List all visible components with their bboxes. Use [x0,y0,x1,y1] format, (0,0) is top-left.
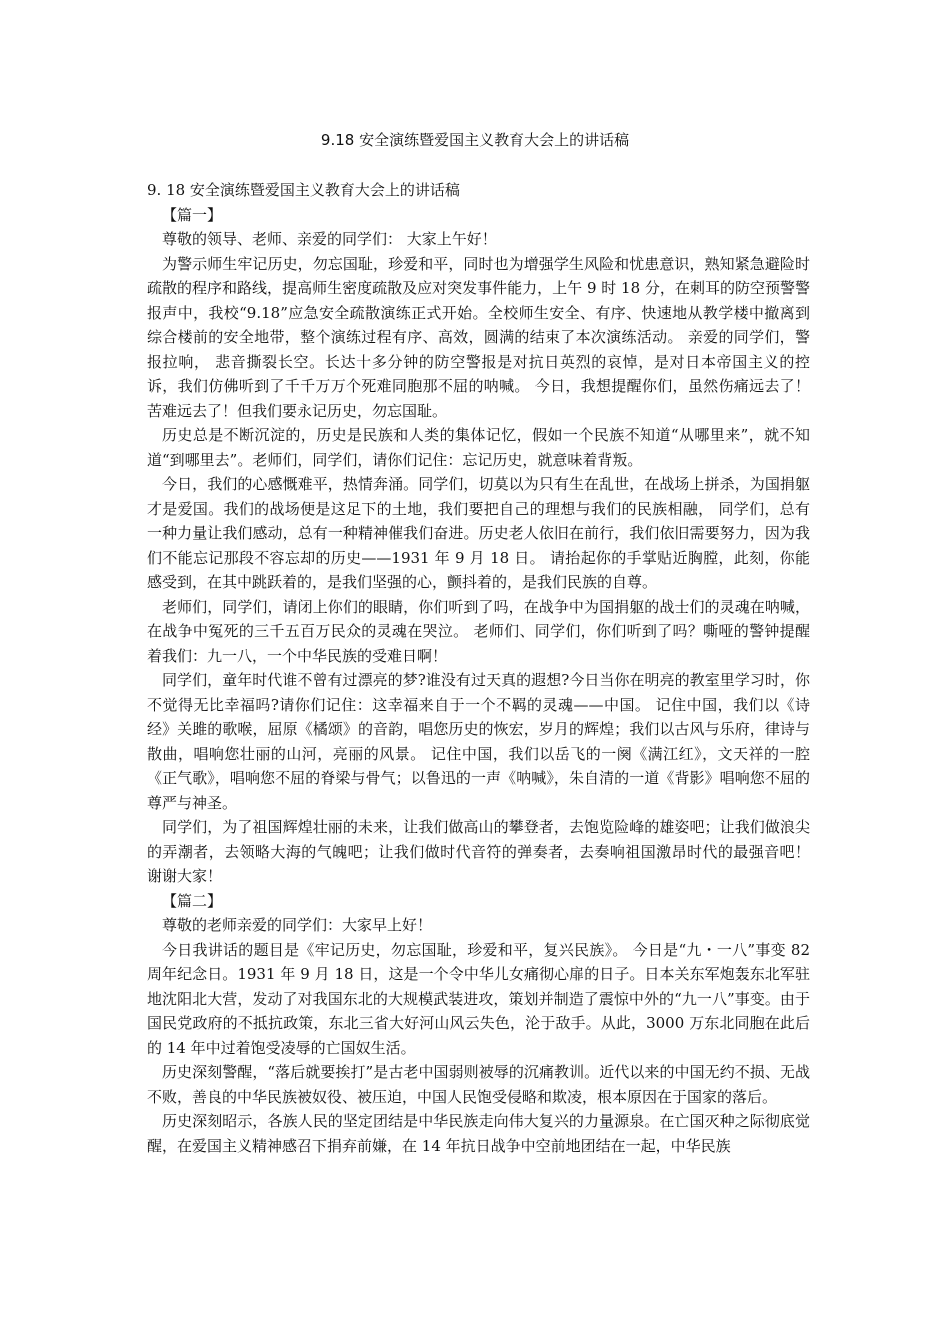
paragraph: 历史深刻警醒，“落后就要挨打”是古老中国弱则被辱的沉痛教训。近代以来的中国无约不损、无战不败，善良的中华民族被奴役、被压迫，中国人民饱受侵略和欺凌，根本原因在于国家的落后。 [147,1063,810,1106]
paragraph: 为警示师生牢记历史，勿忘国耻，珍爱和平，同时也为增强学生风险和忧患意识，熟知紧急避险时疏散的程序和路线，提高师生密度疏散及应对突发事件能力，上午 9 时 18 分，在刺耳的防空预警警报声中，我校“9.18”应急安全疏散演练正式开始。全校师生安全、有序、快速地从教学楼中撤离到综合楼前的安全地带，整个演练过程有序、高效，圆满的结束了本次演练活动。 亲爱的同学们，警报拉响， 悲音撕裂长空。长达十多分钟的防空警报是对抗日英烈的哀悼，是对日本帝国主义的控诉，我们仿佛听到了千千万万个死难同胞那不屈的呐喊。 今日，我想提醒你们，虽然伤痛远去了！苦难远去了！但我们要永记历史，勿忘国耻。 [147,254,810,420]
paragraph: 今日我讲话的题目是《牢记历史，勿忘国耻，珍爱和平，复兴民族》。 今日是“九・一八”事变 82 周年纪念日。1931 年 9 月 18 日，这是一个令中华儿女痛彻心扉的日子。日本关东军炮轰东北军驻地沈阳北大营，发动了对我国东北的大规模武装进攻，策划并制造了震惊中外的“九一八”事变。由于国民党政府的不抵抗政策，东北三省大好河山风云失色，沦于敌手。从此，3000 万东北同胞在此后的 14 年中过着饱受凌辱的亡国奴生活。 [147,940,810,1057]
paragraph: 同学们，为了祖国辉煌壮丽的未来，让我们做高山的攀登者，去饱览险峰的雄姿吧；让我们做浪尖的弄潮者，去领略大海的气魄吧；让我们做时代音符的弹奏者，去奏响祖国激昂时代的最强音吧！ 谢谢大家！ [147,818,810,885]
document-body [147,178,810,1158]
paragraph: 尊敬的领导、老师、亲爱的同学们： 大家上午好！ [162,230,497,248]
document-title: 9.18 安全演练暨爱国主义教育大会上的讲话稿 [320,131,630,149]
paragraph: 今日，我们的心感慨难平，热情奔涌。同学们，切莫以为只有生在乱世，在战场上拼杀，为国捐躯才是爱国。我们的战场便是这足下的土地，我们要把自己的理想与我们的民族相融， 同学们，总有一种力量让我们感动，总有一种精神催我们奋进。历史老人依旧在前行，我们依旧需要努力，因为我们不能忘记那段不容忘却的历史——1931 年 9 月 18 日。 请抬起你的手掌贴近胸膛，此刻，你能感受到，在其中跳跃着的，是我们坚强的心，颤抖着的，是我们民族的自尊。 [147,475,810,591]
paragraph: 历史总是不断沉淀的，历史是民族和人类的集体记忆，假如一个民族不知道“从哪里来”，就不知道“到哪里去”。老师们，同学们，请你们记住：忘记历史，就意味着背叛。 [147,426,810,469]
paragraph: 同学们，童年时代谁不曾有过漂亮的梦?谁没有过天真的遐想?今日当你在明亮的教室里学习时，你不觉得无比幸福吗?请你们记住：这幸福来自于一个不羁的灵魂——中国。 记住中国，我们以《诗经》关雎的歌喉，屈原《橘颂》的音韵，唱您历史的恢宏，岁月的辉煌；我们以古风与乐府，律诗与散曲，唱响您壮丽的山河，亮丽的风景。 记住中国，我们以岳飞的一阕《满江红》，文天祥的一腔《正气歌》，唱响您不屈的脊梁与骨气；以鲁迅的一声《呐喊》，朱自清的一道《背影》唱响您不屈的尊严与神圣。 [147,671,810,812]
paragraph: 历史深刻昭示，各族人民的坚定团结是中华民族走向伟大复兴的力量源泉。在亡国灭种之际彻底觉醒，在爱国主义精神感召下捐弃前嫌，在 14 年抗日战争中空前地团结在一起，中华民族 [147,1112,810,1155]
paragraph: 尊敬的老师亲爱的同学们：大家早上好！ [162,916,433,934]
paragraph: 老师们，同学们，请闭上你们的眼睛，你们听到了吗，在战争中为国捐躯的战士们的灵魂在呐喊，在战争中冤死的三千五百万民众的灵魂在哭泣。 老师们、同学们，你们听到了吗？嘶哑的警钟提醒着我们：九一八，一个中华民族的受难日啊！ [147,597,810,665]
paragraph: 9. 18 安全演练暨爱国主义教育大会上的讲话稿 [147,181,460,199]
paragraph: 【篇一】 [162,205,223,224]
paragraph: 【篇二】 [162,891,223,910]
